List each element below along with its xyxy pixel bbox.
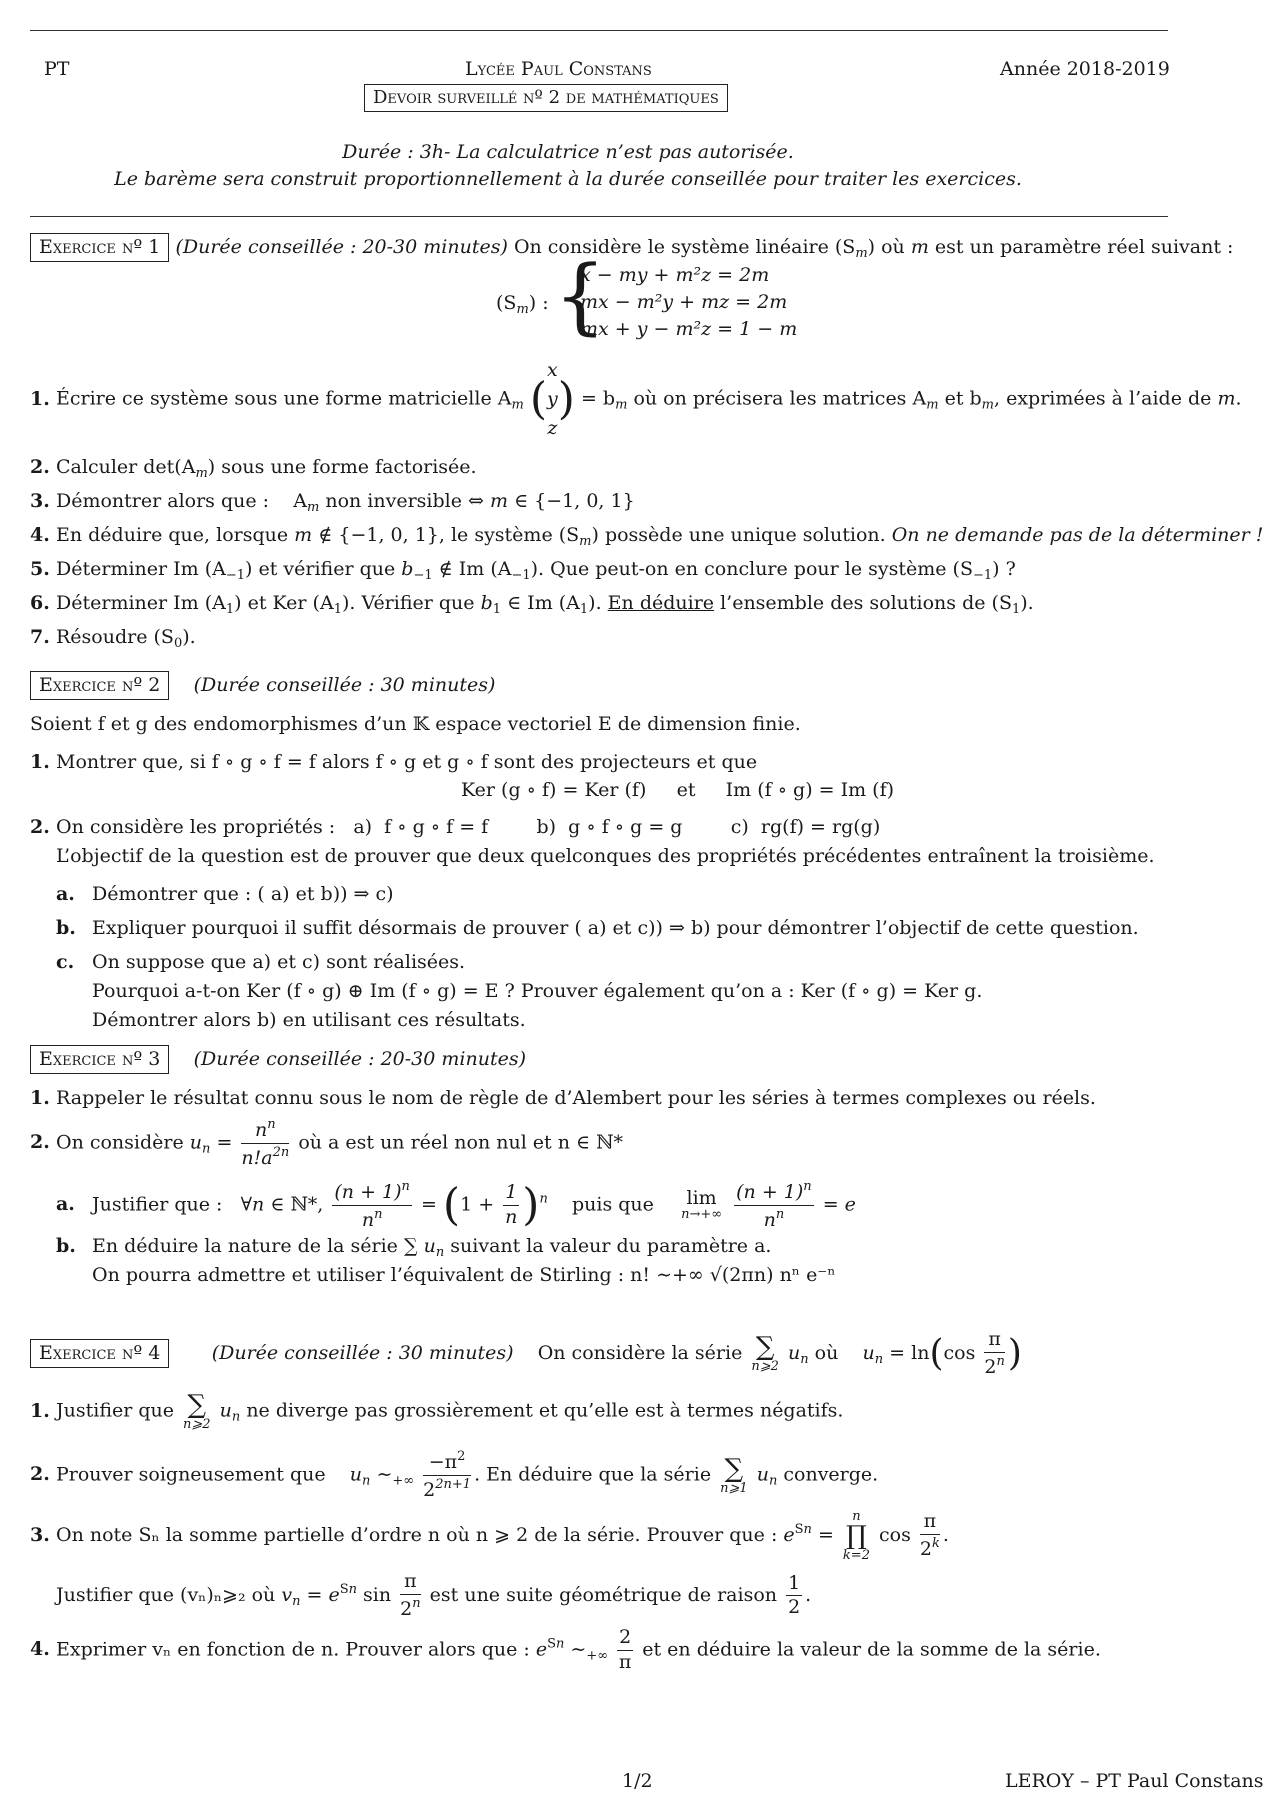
exercise-4-heading: Exercice nº 4 (Durée conseillée : 30 minutes) On considère la série ∑ n⩾2 $u_n$ où $u_n = \ln(\cos$ $\frac{\pi}{2^n}$ ) [30,1330,1022,1378]
exercise-1-intro: On considère le système linéaire (S [513,236,856,258]
exercise-4-label: Exercice nº 4 [30,1339,169,1368]
ex3-qb-text: En déduire la nature de la série [92,1235,398,1257]
exercise-1-intro3: est un paramètre réel suivant : [934,236,1234,258]
ex2-q1-equation: Ker (g ∘ f) = Ker (f) et Im (f ∘ g) = Im (f) [461,779,895,801]
exercise-3-duration: (Durée conseillée : 20-30 minutes) [193,1048,527,1070]
q6-text-e: ). [588,592,602,614]
q6-text: Déterminer Im (A [56,592,226,614]
exercise-4-duration: (Durée conseillée : 30 minutes) [211,1341,514,1364]
ex3-question-2: 2. On considère $u_n$ = $\frac{n^n}{n!a^{2n}}$ où a est un réel non nul et n ∈ ℕ* [30,1117,623,1169]
ex4-question-1: 1. Justifier que ∑ n⩾2 $u_n$ ne diverge pas grossièrement et qu’elle est à termes négatifs. [30,1390,844,1432]
ex3-qa-text: Justifier que : [92,1193,223,1216]
school-name: Lycée Paul Constans [465,58,652,80]
exercise-4-where: où [814,1341,839,1364]
ex2-question-a: a. Démontrer que : ( a) et b)) ⇒ c) [56,883,394,905]
ex2-question-c: c. On suppose que a) et c) sont réalisées. [56,951,466,973]
ex4-q2-text-c: converge. [783,1463,879,1486]
ex2-qa-text: Démontrer que : ( a) et b)) ⇒ c) [92,883,394,905]
q4-text-b: ∉ {−1, 0, 1}, le système (S [318,524,580,546]
ex1-question-7: 7. Résoudre $(S_0)$. [30,626,196,651]
q6-text-g: l’ensemble des solutions de (S [720,592,1012,614]
ex3-question-1: 1. Rappeler le résultat connu sous le nom de règle de d’Alembert pour les séries à termes complexes ou réels. [30,1087,1096,1109]
page-number: 1/2 [622,1770,653,1792]
ex2-q2-text: On considère les propriétés : a) f ∘ g ∘ f = f b) g ∘ f ∘ g = g c) rg(f) = rg(g) [56,816,881,838]
exercise-1-label: Exercice nº 1 [30,233,169,262]
ex4-q4-text: Exprimer vₙ en fonction de n. Prouver alors que : [56,1638,530,1661]
ex2-question-b: b. Expliquer pourquoi il suffit désormais de prouver ( a) et c)) ⇒ b) pour démontrer l’objectif de cette question. [56,917,1139,939]
un-fraction: $\frac{n^n}{n!a^{2n}}$ [241,1117,290,1169]
ex4-q3-text-b: Justifier que (vₙ)ₙ⩾₂ où [56,1583,276,1606]
q7-text: Résoudre (S [56,626,174,648]
exercise-1-duration: (Durée conseillée : 20-30 minutes) [175,236,508,258]
ex2-qc-line3: Démontrer alors b) en utilisant ces résultats. [92,1009,526,1031]
ex4-q3-text: On note Sₙ la somme partielle d’ordre n où n ⩾ 2 de la série. Prouver que : [56,1524,778,1546]
ex2-qc-text: On suppose que a) et c) sont réalisées. [92,951,466,973]
q1-text-c: où on précisera les matrices A [633,387,927,410]
ex3-qa-mid: puis que [572,1193,654,1216]
ex2-q1-text: Montrer que, si f ∘ g ∘ f = f alors f ∘ g et g ∘ f sont des projecteurs et que [56,751,758,773]
system-label: (S [496,292,517,314]
ex2-qc-line2: Pourquoi a-t-on Ker (f ∘ g) ⊕ Im (f ∘ g) = E ? Prouver également qu’on a : Ker (f ∘ g) = Ker g. [92,980,983,1002]
q6-text-d: ∈ Im (A [507,592,580,614]
ex3-q2-text: On considère [56,1131,184,1154]
ex2-qb-text: Expliquer pourquoi il suffit désormais de prouver ( a) et c)) ⇒ b) pour démontrer l’objectif de cette question. [92,917,1139,939]
ex3-q2-text-b: où a est un réel non nul et n ∈ ℕ* [298,1131,623,1154]
ex4-q1-text: Justifier que [56,1399,174,1422]
q1-text-b: = b [580,387,616,410]
q5-text-b: ) et vérifier que [245,558,396,580]
exercise-1-intro2: ) où [867,236,905,258]
q3-text: Démontrer alors que : [56,490,270,512]
ex3-question-b: b. En déduire la nature de la série ∑ $u_n$ suivant la valeur du paramètre a. [56,1235,772,1260]
exercise-2-label: Exercice nº 2 [30,671,169,700]
header-rule [30,216,1168,217]
ex1-question-3: 3. Démontrer alors que : $A_m$ non inversible ⇔ m ∈ {−1, 0, 1} [30,490,635,515]
q5-text-e: ) ? [992,558,1016,580]
ex4-question-2: 2. Prouver soigneusement que $u_n$ $\sim_{+\infty}$ $\frac{-\pi^2}{2^{2n+1}}$ . En déduire que la série ∑ n⩾1 $u_n$ converge. [30,1449,879,1501]
q7-text-b: ). [182,626,196,648]
q4-text-d: On ne demande pas de la déterminer ! [891,524,1264,546]
system-eq-3: mx + y − m²z = 1 − m [580,318,798,340]
ex4-question-3: 3. On note Sₙ la somme partielle d’ordre n où n ⩾ 2 de la série. Prouver que : $e^{Sn}$ = n ∏ k=2 cos $\frac{\pi}{2^k}$ . [30,1509,949,1563]
q3-text-b: non inversible ⇔ [325,490,484,512]
school-year: Année 2018-2019 [1000,58,1170,80]
system-eq-2: mx − m²y + mz = 2m [580,291,788,313]
q6-text-f: En déduire [607,592,715,614]
q5-text: Déterminer Im (A [56,558,226,580]
scale-line: Le barème sera construit proportionnellement à la durée conseillée pour traiter les exercices. [114,168,1022,190]
q1-text-e: , exprimées à l’aide de [994,387,1212,410]
ex1-question-5: 5. Déterminer Im $(A_{-1})$ et vérifier que $b_{-1}$ ∉ Im $(A_{-1})$. Que peut-on en conclure pour le système $(S_{-1})$ ? [30,558,1016,583]
q1-text-d: et b [944,387,982,410]
ex3-qb-stirling: On pourra admettre et utiliser l’équivalent de Stirling : n! ∼+∞ √(2πn) nⁿ e⁻ⁿ [92,1264,836,1286]
ex4-q1-text-b: ne diverge pas grossièrement et qu’elle est à termes négatifs. [246,1399,844,1422]
exercise-4-intro: On considère la série [537,1341,743,1364]
ex2-intro: Soient f et g des endomorphismes d’un 𝕂 espace vectoriel E de dimension finie. [30,713,801,735]
ex3-question-a: a. Justifier que : ∀n ∈ ℕ*, $\frac{(n + 1)^n}{n^n}$ = (1 + $\frac{1}{n}$ )$^n$ puis que lim n→+∞ $\frac{(n + 1)^n}{n^n}$ = e [56,1179,856,1231]
ex1-question-6: 6. Déterminer Im $(A_1)$ et Ker $(A_1)$. Vérifier que $b_1$ ∈ Im $(A_1)$. En déduire l’ensemble des solutions de $(S_1)$. [30,592,1034,617]
q2-text-b: ) sous une forme factorisée. [207,456,477,478]
system-eq-1: x − my + m²z = 2m [580,264,770,286]
ex1-question-1: 1. Écrire ce système sous une forme matricielle $A_m$ (x y $z) = b_m$ où on précisera les matrices $A_m$ et $b_m$, exprimées à l’aide de m. [30,356,1242,443]
exercise-2-duration: (Durée conseillée : 30 minutes) [193,674,496,696]
ex4-question-4: 4. Exprimer vₙ en fonction de n. Prouver alors que : $e^{Sn}$ $\sim_{+\infty}$ $\frac{2}{\pi}$ et en déduire la valeur de la somme de la série. [30,1626,1101,1673]
ex4-q2-text: Prouver soigneusement que [56,1463,326,1486]
q1-text-a: Écrire ce système sous une forme matricielle A [56,387,512,410]
page-title: Devoir surveillé nº 2 de mathématiques [364,84,728,112]
ex2-question-2: 2. On considère les propriétés : a) f ∘ g ∘ f = f b) g ∘ f ∘ g = g c) rg(f) = rg(g) [30,816,881,838]
ex2-question-1: 1. Montrer que, si f ∘ g ∘ f = f alors f ∘ g et g ∘ f sont des projecteurs et que [30,751,758,773]
q6-text-h: ). [1020,592,1034,614]
ex4-q2-text-b: . En déduire que la série [474,1463,712,1486]
q4-text: En déduire que, lorsque [56,524,289,546]
exercise-1-heading: Exercice nº 1 (Durée conseillée : 20-30 minutes) On considère le système linéaire $(S_m)$ où m est un paramètre réel suivant : [30,236,1233,261]
q6-text-c: ). Vérifier que [341,592,475,614]
ex3-q1-text: Rappeler le résultat connu sous le nom de règle de d’Alembert pour les séries à termes complexes ou réels. [56,1087,1096,1109]
ex3-qb-text-b: suivant la valeur du paramètre a. [450,1235,772,1257]
xyz-vector: x y z [547,359,558,439]
q6-text-b: ) et Ker (A [234,592,334,614]
ex2-q2-objective: L’objectif de la question est de prouver que deux quelconques des propriétés précédentes entraînent la troisième. [56,845,1155,867]
q4-text-c: ) possède une unique solution. [591,524,886,546]
q5-text-c: ∉ Im (A [438,558,512,580]
footer-author: LEROY – PT Paul Constans [1005,1770,1264,1792]
exercise-3-heading [30,1048,526,1070]
ex4-q3-geometric: Justifier que (vₙ)ₙ⩾₂ où $v_n = e^{Sn}$ sin $\frac{\pi}{2^n}$ est une suite géométrique de raison $\frac{1}{2}$ . [56,1570,812,1620]
q3-text-c: ∈ {−1, 0, 1} [514,490,635,512]
exercise-3-label: Exercice nº 3 [30,1045,169,1074]
duration-line: Durée : 3h- La calculatrice n’est pas autorisée. [342,141,794,163]
top-rule [30,30,1168,31]
ex1-question-4: 4. En déduire que, lorsque m ∉ {−1, 0, 1}, le système $(S_m)$ possède une unique solution. On ne demande pas de la déterminer ! [30,524,1264,549]
q2-text: Calculer det(A [56,456,196,478]
q5-text-d: ). Que peut-on en conclure pour le système (S [530,558,973,580]
ex1-question-2: 2. Calculer $\det(A_m)$ sous une forme factorisée. [30,456,477,481]
class-label: PT [44,58,70,80]
ex4-q3-text-c: est une suite géométrique de raison [429,1583,778,1606]
exercise-2-heading [30,674,495,696]
ex4-q4-text-b: et en déduire la valeur de la somme de la série. [642,1638,1101,1661]
